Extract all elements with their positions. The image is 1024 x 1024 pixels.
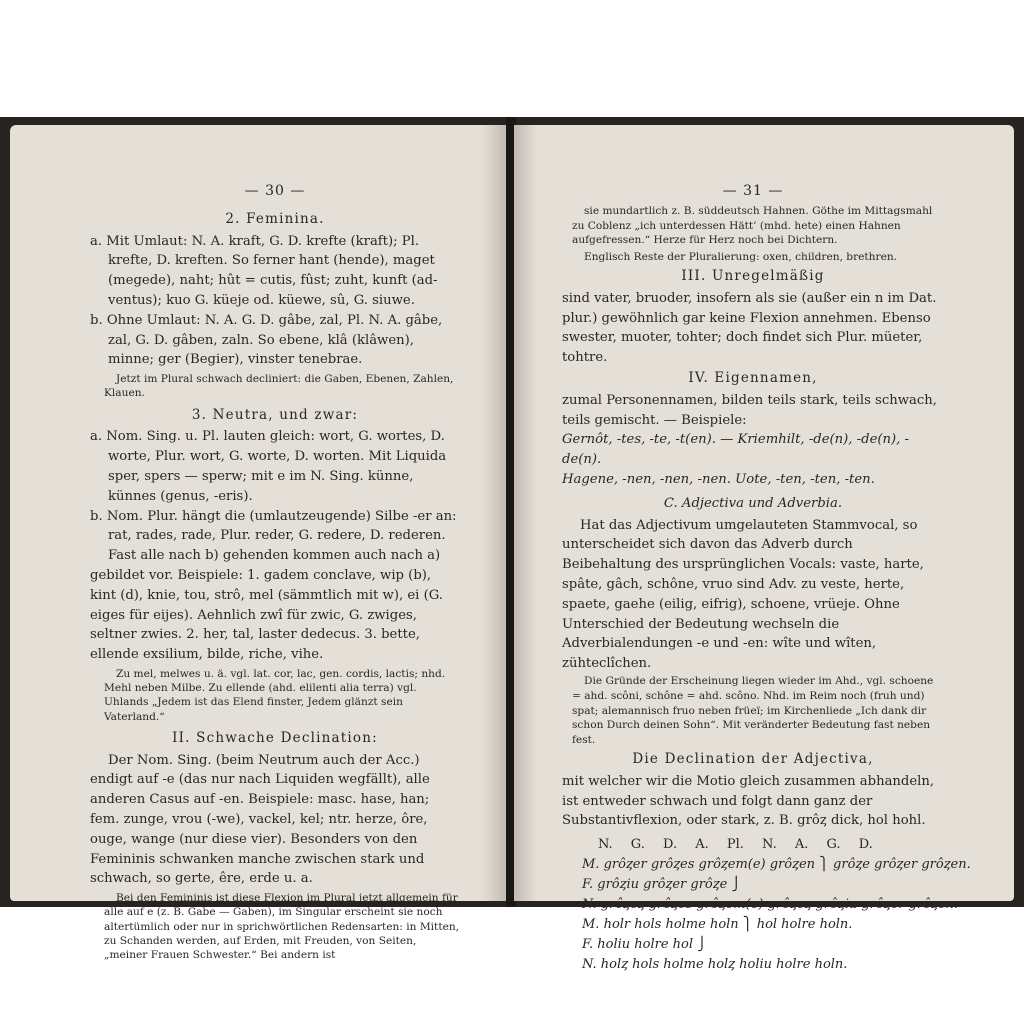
- paragraph: b. Nom. Plur. hängt die (umlautzeugende) Silbe -er an: rat, rades, rade, Plur. reder, G. redere, D. rederen.: [90, 508, 457, 544]
- section-heading: IV. Eigennamen,: [688, 369, 818, 386]
- footnote: Zu mel, melwes u. ä. vgl. lat. cor, lac, gen. cordis, lactis; nhd. Mehl neben Milbe. Zu ellende (ahd. elilenti alia terra) vgl. Uhlands „Jedem ist das Elend finster, Jedem glänzt sein Vaterland.“: [104, 667, 446, 723]
- paragraph: Fast alle nach b) gehenden kommen auch nach a) gebildet vor. Beispiele: 1. gadem conclave, wip (b), kint (d), knie, tou, strô, mel (sämmtlich mit w), ei (G. eiges für eijes). Aehnlich zwî für zwic, G. zwiges, seltner zwies. 2. her, tal, laster dedecus. 3. bette, ellende exsilium, bilde, riche, vihe.: [90, 548, 443, 663]
- table-row: M. holr hols holme holn ⎫ hol holre holn.: [582, 917, 853, 933]
- left-page: [10, 125, 508, 961]
- table-row: F. grôȥiu grôȥer grôȥe ⎭: [582, 877, 742, 893]
- section-heading: II. Schwache Declination:: [172, 729, 378, 746]
- table-row: M. grôȥer grôȥes grôȥem(e) grôȥen ⎫ grôȥe grôȥer grôȥen.: [582, 857, 971, 873]
- right-page: [514, 125, 1014, 973]
- section-heading: Die Declination der Adjectiva,: [632, 750, 874, 767]
- section-heading: III. Unregelmäßig: [681, 267, 825, 284]
- declination-table: [562, 835, 971, 975]
- right-page-content: [562, 182, 971, 975]
- names-line: Gernôt, -tes, -te, -t(en). — Kriemhilt, -de(n), -de(n), -de(n).: [562, 432, 910, 468]
- section-heading: C. Adjectiva und Adverbia.: [663, 495, 843, 511]
- left-page-content: [90, 182, 460, 967]
- table-row: N. grôȥeȥ grôȥes grôȥem(e) grôȥeȥ grôȥiu grôȥer grôȥen.: [582, 897, 959, 913]
- footnote: sie mundartlich z. B. süddeutsch Hahnen. Göthe im Mittagsmahl zu Coblenz „ich unterdessen Hätt’ (mhd. hete) einen Hahnen aufgefressen.“ Herze für Herz noch bei Dichtern.: [572, 204, 933, 247]
- footnote: Bei den Femininis ist diese Flexion im Plural jetzt allgemein für alle auf e (z. B. Gabe — Gaben), im Singular erscheint sie noch altertümlich oder nur in sprichwörtlichen Redensarten: in Mitten, zu Schanden werden, auf Erden, mit Freuden, von Seiten, „meiner Frauen Schwester.“ Bei andern ist: [104, 892, 460, 961]
- paragraph: b. Ohne Umlaut: N. A. G. D. gâbe, zal, Pl. N. A. gâbe, zal, G. D. gâben, zaln. So ebene, klâ (klâwen), minne; ger (Begier), vinster tenebrae.: [90, 312, 443, 368]
- paragraph: a. Nom. Sing. u. Pl. lauten gleich: wort, G. wortes, D. worte, Plur. wort, G. worte, D. worten. Mit Liquida sper, spers — sperw; mit e im N. Sing. künne, künnes (genus, -eris).: [90, 429, 447, 504]
- section-heading: 2. Feminina.: [225, 210, 325, 227]
- page-number: — 31 —: [722, 183, 784, 199]
- footnote: Jetzt im Plural schwach decliniert: die Gaben, Ebenen, Zahlen, Klauen.: [104, 373, 454, 400]
- names-line: Hagene, -nen, -nen, -nen. Uote, -ten, -ten, -ten.: [562, 471, 875, 487]
- paragraph: Hat das Adjectivum umgelauteten Stammvocal, so unterscheidet sich davon das Adverb durch Beibehaltung des ursprünglichen Vocals: vaste, harte, spâte, gâch, schône, vruo sind Adv. zu veste, herte, spaete, gaehe (eilig, eifrig), schoene, vrüeje. Ohne Unterschied der Bedeutung wechseln die Adverbialendungen -e und -en: wîte und wîten, zühteclîchen.: [562, 517, 924, 672]
- table-header: N. G. D. A. Pl. N. A. G. D.: [598, 837, 873, 853]
- paragraph: mit welcher wir die Motio gleich zusammen abhandeln, ist entweder schwach und folgt dann ganz der Substantivflexion, oder stark, z. B. grôȥ dick, hol hohl.: [562, 773, 935, 829]
- paragraph: zumal Personennamen, bilden teils stark, teils schwach, teils gemischt. — Beispiele:: [562, 392, 937, 428]
- open-book: [0, 117, 1024, 973]
- page-number: — 30 —: [244, 183, 306, 199]
- table-row: F. holiu holre hol ⎭: [582, 937, 707, 953]
- paragraph: sind vater, bruoder, insofern als sie (außer ein n im Dat. plur.) gewöhnlich gar keine Flexion annehmen. Ebenso swester, muoter, tohter; doch findet sich Plur. müeter, tohtre.: [562, 290, 937, 366]
- paragraph: a. Mit Umlaut: N. A. kraft, G. D. krefte (kraft); Pl. krefte, D. kreften. So ferner hant (hende), maget (megede), naht; hût = cutis, fûst; zuht, kunft (ad-ventus); kuo G. küeje od. küewe, sû, G. siuwe.: [90, 233, 438, 308]
- footnote: Die Gründe der Erscheinung liegen wieder im Ahd., vgl. schoene = ahd. scôni, schône = ahd. scôno. Nhd. im Reim noch (fruh und) spat; alemannisch fruo neben früeï; im Kirchenliede „Ich dank dir schon Durch deinen Sohn“. Mit veränderter Bedeutung fast neben fest.: [572, 674, 934, 747]
- table-row: N. holȥ hols holme holȥ holiu holre holn.: [582, 957, 848, 973]
- section-heading: 3. Neutra, und zwar:: [191, 406, 359, 423]
- footnote: Englisch Reste der Pluralierung: oxen, children, brethren.: [584, 251, 898, 264]
- paragraph: Der Nom. Sing. (beim Neutrum auch der Acc.) endigt auf -e (das nur nach Liquiden wegfällt), alle anderen Casus auf -en. Beispiele: masc. hase, han; fem. zunge, vrou (-we), vackel, kel; ntr. herze, ôre, ouge, wange (nur diese vier). Besonders von den Femininis schwanken manche zwischen stark und schwach, so gerte, êre, erde u. a.: [90, 752, 430, 887]
